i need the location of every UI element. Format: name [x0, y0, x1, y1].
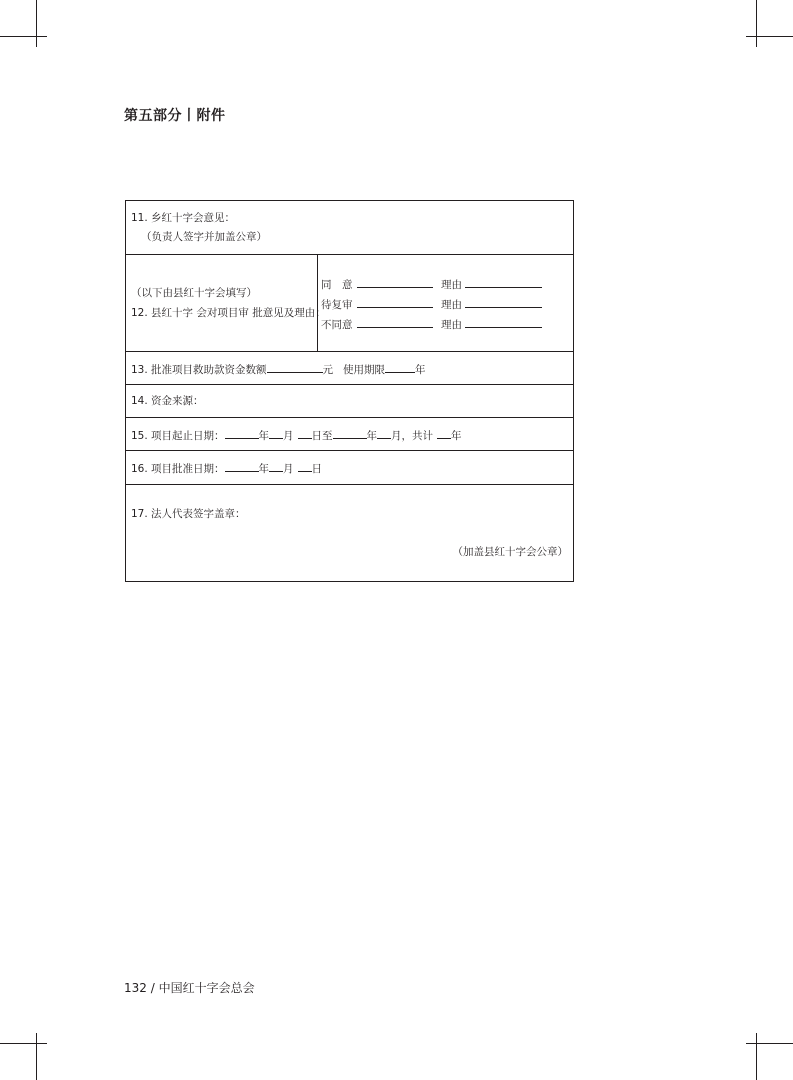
row15-year2: 年	[366, 430, 378, 442]
disagree-reason-blank[interactable]	[465, 318, 542, 328]
crop-mark	[36, 1033, 37, 1080]
amount-blank[interactable]	[267, 363, 323, 373]
crop-mark	[0, 36, 47, 37]
approval-month-blank[interactable]	[269, 462, 283, 472]
end-month-blank[interactable]	[377, 429, 391, 439]
option-disagree-label: 不同意	[321, 319, 353, 331]
row14-label: 14. 资金来源：	[131, 395, 204, 407]
form-row-14	[126, 385, 573, 418]
row15-label: 15. 项目起止日期：	[131, 430, 225, 442]
form-row-11	[126, 201, 573, 255]
row17-label: 17. 法人代表签字盖章：	[131, 508, 246, 520]
section-title: 第五部分丨附件	[124, 108, 226, 124]
form-row-16	[126, 451, 573, 485]
start-day-blank[interactable]	[298, 429, 312, 439]
row11-label: 11. 乡红十字会意见：	[131, 212, 236, 224]
row12-note: （以下由县红十字会填写）	[131, 287, 257, 299]
option-agree-reason-label: 理由	[441, 279, 462, 291]
form-row-17	[126, 485, 573, 581]
total-years-blank[interactable]	[437, 429, 451, 439]
row11-note: （负责人签字并加盖公章）	[141, 231, 267, 243]
row16-year: 年	[258, 463, 270, 475]
column-divider	[317, 255, 318, 351]
option-agree	[321, 278, 542, 291]
form-row-12	[126, 255, 573, 352]
crop-mark	[746, 1043, 793, 1044]
option-review-reason-label: 理由	[441, 299, 462, 311]
row15-month2: 月，共计	[391, 430, 434, 442]
row16-day: 日	[311, 463, 323, 475]
row15-content	[131, 429, 462, 442]
option-agree-label: 同 意	[321, 279, 353, 291]
start-month-blank[interactable]	[269, 429, 283, 439]
period-blank[interactable]	[385, 363, 415, 373]
agree-reason-blank[interactable]	[465, 278, 542, 288]
option-disagree	[321, 318, 542, 331]
row15-day-to: 日至	[311, 430, 333, 442]
crop-mark	[746, 36, 793, 37]
review-blank[interactable]	[357, 298, 433, 308]
row17-seal-note: （加盖县红十字会公章）	[452, 546, 568, 558]
row16-content	[131, 462, 322, 475]
crop-mark	[756, 0, 757, 47]
agree-blank[interactable]	[357, 278, 433, 288]
row13-unit: 元	[322, 364, 334, 376]
crop-mark	[756, 1033, 757, 1080]
row15-month: 月	[283, 430, 294, 442]
row16-label: 16. 项目批准日期：	[131, 463, 225, 475]
option-review-label: 待复审	[321, 299, 353, 311]
approval-year-blank[interactable]	[225, 462, 259, 472]
crop-mark	[36, 0, 37, 47]
row16-month: 月	[283, 463, 294, 475]
review-reason-blank[interactable]	[465, 298, 542, 308]
end-year-blank[interactable]	[333, 429, 367, 439]
option-disagree-reason-label: 理由	[441, 319, 462, 331]
form-row-13	[126, 352, 573, 385]
crop-mark	[0, 1043, 47, 1044]
row15-year3: 年	[451, 430, 462, 442]
row13-content	[131, 363, 426, 376]
option-review	[321, 298, 542, 311]
form-row-15	[126, 418, 573, 451]
approval-day-blank[interactable]	[298, 462, 312, 472]
disagree-blank[interactable]	[357, 318, 433, 328]
page-footer: 132 / 中国红十字会总会	[124, 981, 255, 995]
row12-label: 12. 县红十字 会对项目审 批意见及理由：	[131, 307, 326, 319]
start-year-blank[interactable]	[225, 429, 259, 439]
row13-label: 13. 批准项目救助款资金数额	[131, 364, 267, 376]
row15-year: 年	[258, 430, 270, 442]
row13-period-unit: 年	[415, 364, 426, 376]
row13-period-label: 使用期限	[343, 364, 386, 376]
approval-form-table	[125, 200, 574, 582]
